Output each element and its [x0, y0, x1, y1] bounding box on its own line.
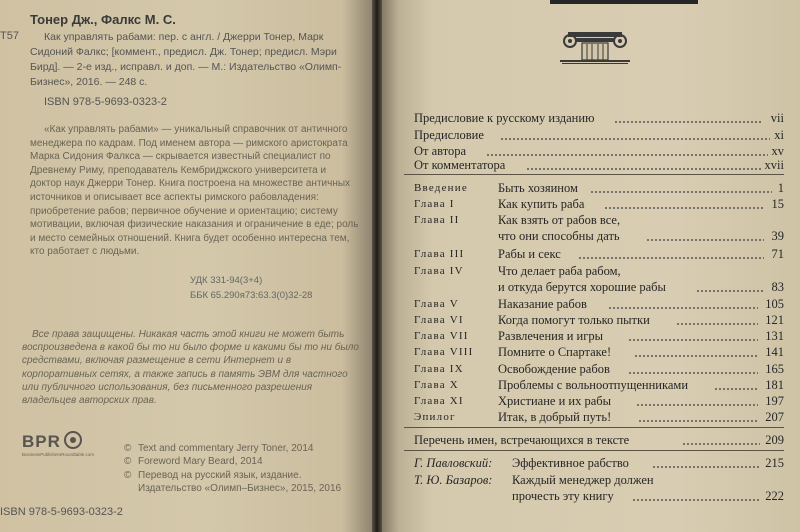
chapter-label: Глава II: [414, 214, 460, 226]
toc-page-number: 105: [765, 297, 784, 311]
copyright-line: © Text and commentary Jerry Toner, 2014: [124, 443, 314, 454]
toc-afterword-cont: [414, 488, 784, 504]
toc-page-number: vii: [770, 111, 784, 125]
toc-chapter: [414, 212, 784, 228]
toc-page-number: 209: [765, 433, 784, 447]
toc-page-number: 83: [771, 280, 784, 294]
toc-chapter: [414, 409, 784, 425]
chapter-title: Христиане и их рабы: [498, 394, 612, 408]
copyright-line: © Foreword Mary Beard, 2014: [124, 456, 263, 468]
toc-page-number: xv: [771, 144, 784, 158]
author-heading: Тонер Дж., Фалкс М. С.: [30, 12, 176, 27]
toc-chapter: [414, 296, 784, 312]
chapter-label: Введение: [414, 182, 468, 194]
chapter-label: Глава VI: [414, 314, 464, 326]
toc-page-number: 222: [765, 489, 784, 503]
call-code: Т57: [0, 30, 19, 42]
bbk-code: ББК 65.290я73:63.3(0)32-28: [190, 290, 313, 301]
afterword-title: Эффективное рабство: [512, 456, 629, 470]
toc-chapter: [414, 361, 784, 377]
chapter-label: Глава V: [414, 298, 459, 310]
afterword-author: Т. Ю. Базаров:: [414, 473, 493, 487]
right-page-contents: [382, 0, 800, 532]
afterword-author: Г. Павловский:: [414, 456, 493, 470]
toc-entry: От автора xv: [414, 144, 784, 158]
chapter-title: Итак, в добрый путь!: [498, 410, 612, 424]
toc-entry: От комментатора xvii: [414, 158, 784, 172]
toc-page-number: 1: [777, 181, 784, 195]
toc-page-number: 197: [765, 394, 784, 408]
section-divider: [404, 427, 784, 428]
toc-chapter: [414, 246, 784, 262]
chapter-title: Проблемы с вольноотпущенниками: [498, 378, 689, 392]
toc-page-number: 131: [765, 329, 784, 343]
header-rule: [550, 0, 698, 4]
publisher-ring-icon: [64, 431, 82, 449]
bibliographic-entry: Как управлять рабами: пер. с англ. / Джерри Тонер, Марк Сидоний Фалкс; [коммент., предисл. Дж. Тонер; предисл. Мэри Бирд]. — 2-е изд., исправл. и доп. — М.: Издательство «Олимп-Бизнес», 2016. — 248 с.: [30, 31, 342, 88]
toc-chapter: [414, 377, 784, 393]
chapter-title: Как купить раба: [498, 197, 585, 211]
column-capital-icon: [560, 24, 630, 68]
chapter-title-cont: и откуда берутся хорошие рабы: [498, 280, 666, 294]
chapter-title: Развлечения и игры: [498, 329, 604, 343]
afterword-title: Каждый менеджер должен: [512, 473, 654, 487]
toc-chapter: [414, 263, 784, 279]
publisher-logo-tagline: BusinessPublishersRoundtable.com: [22, 452, 95, 457]
toc-chapter-cont: [414, 279, 784, 295]
toc-chapter: [414, 344, 784, 360]
toc-index-entry: Перечень имен, встречающихся в тексте 209: [414, 433, 784, 447]
rights-notice: Все права защищены. Никакая часть этой книги не может быть воспроизведена в какой бы то ни было форме и какими бы то ни было средствами, включая размещение в сети Интернет и в корпоративных сетях, а также запись в память ЭВМ для частного или публичного использования, без письменного разрешения владельцев авторских прав.: [22, 329, 359, 407]
publisher-logo: [4, 428, 114, 462]
toc-afterword: [414, 472, 784, 488]
chapter-title: Когда помогут только пытки: [498, 313, 650, 327]
afterword-title-cont: прочесть эту книгу: [512, 489, 614, 503]
chapter-label: Глава XI: [414, 395, 464, 407]
book-gutter: [372, 0, 382, 532]
toc-page-number: xvii: [764, 158, 784, 172]
chapter-title: Рабы и секс: [498, 247, 561, 261]
chapter-title: Что делает раба рабом,: [498, 264, 621, 278]
isbn-top: ISBN 978-5-9693-0323-2: [44, 96, 167, 108]
chapter-label: Глава IX: [414, 363, 464, 375]
udk-code: УДК 331-94(3+4): [190, 275, 263, 286]
copyright-block: [124, 442, 341, 496]
toc-page-number: 141: [765, 345, 784, 359]
chapter-title: Помните о Спартаке!: [498, 345, 612, 359]
toc-chapter: [414, 328, 784, 344]
toc-chapter: [414, 196, 784, 212]
publisher-logo-name: BPR: [22, 432, 61, 451]
copyright-line: Издательство «Олимп–Бизнес», 2015, 2016: [138, 483, 342, 495]
chapter-title: Быть хозяином: [498, 181, 578, 195]
toc-page-number: 15: [771, 197, 784, 211]
chapter-label: Глава VII: [414, 330, 469, 342]
toc-entry: Предисловие xi: [414, 128, 784, 142]
toc-page-number: 207: [765, 410, 784, 424]
toc-entry: Предисловие к русскому изданию vii: [414, 111, 784, 125]
chapter-title-cont: что они способны дать: [498, 229, 620, 243]
chapter-label: Глава III: [414, 248, 465, 260]
toc-page-number: 165: [765, 362, 784, 376]
toc-page-number: 215: [765, 456, 784, 470]
chapter-label: Глава X: [414, 379, 459, 391]
toc-chapter: [414, 180, 784, 196]
chapter-title: Освобождение рабов: [498, 362, 610, 376]
book-annotation: «Как управлять рабами» — уникальный справочник от античного менеджера по кадрам. Под именем автора — римского аристократа Марка Сидония Фалкса — скрывается известный специалист по Древнему Риму, преподаватель Кембриджского университета и доктор наук Джерри Тонер. Книга построена на множестве античных источников и описывает все аспекты римского рабовладения: приобретение рабов; первичное обучение и ориентацию; систему мотивации, включая физические наказания и ограничение в еде; роль и место семейных отношений. Книга будет особенно интересна тем, кто работает с людьми.: [30, 124, 359, 258]
left-page-imprint: [0, 0, 372, 532]
toc-page-number: 181: [765, 378, 784, 392]
chapter-title: Наказание рабов: [498, 297, 587, 311]
toc-page-number: 121: [765, 313, 784, 327]
chapter-label: Глава I: [414, 198, 455, 210]
copyright-line: © Перевод на русский язык, издание.: [124, 469, 302, 481]
section-divider: [404, 174, 784, 175]
toc-chapter-cont: [414, 228, 784, 244]
toc-chapter: [414, 312, 784, 328]
toc-afterword: [414, 455, 784, 471]
toc-page-number: 71: [771, 247, 784, 261]
section-divider: [404, 450, 784, 451]
chapter-label: Глава IV: [414, 265, 464, 277]
chapter-title: Как взять от рабов все,: [498, 213, 621, 227]
chapter-label: Эпилог: [414, 411, 456, 423]
toc-chapter: [414, 393, 784, 409]
toc-page-number: 39: [771, 229, 784, 243]
chapter-label: Глава VIII: [414, 346, 474, 358]
isbn-bottom: ISBN 978-5-9693-0323-2: [0, 506, 123, 518]
toc-page-number: xi: [774, 128, 784, 142]
